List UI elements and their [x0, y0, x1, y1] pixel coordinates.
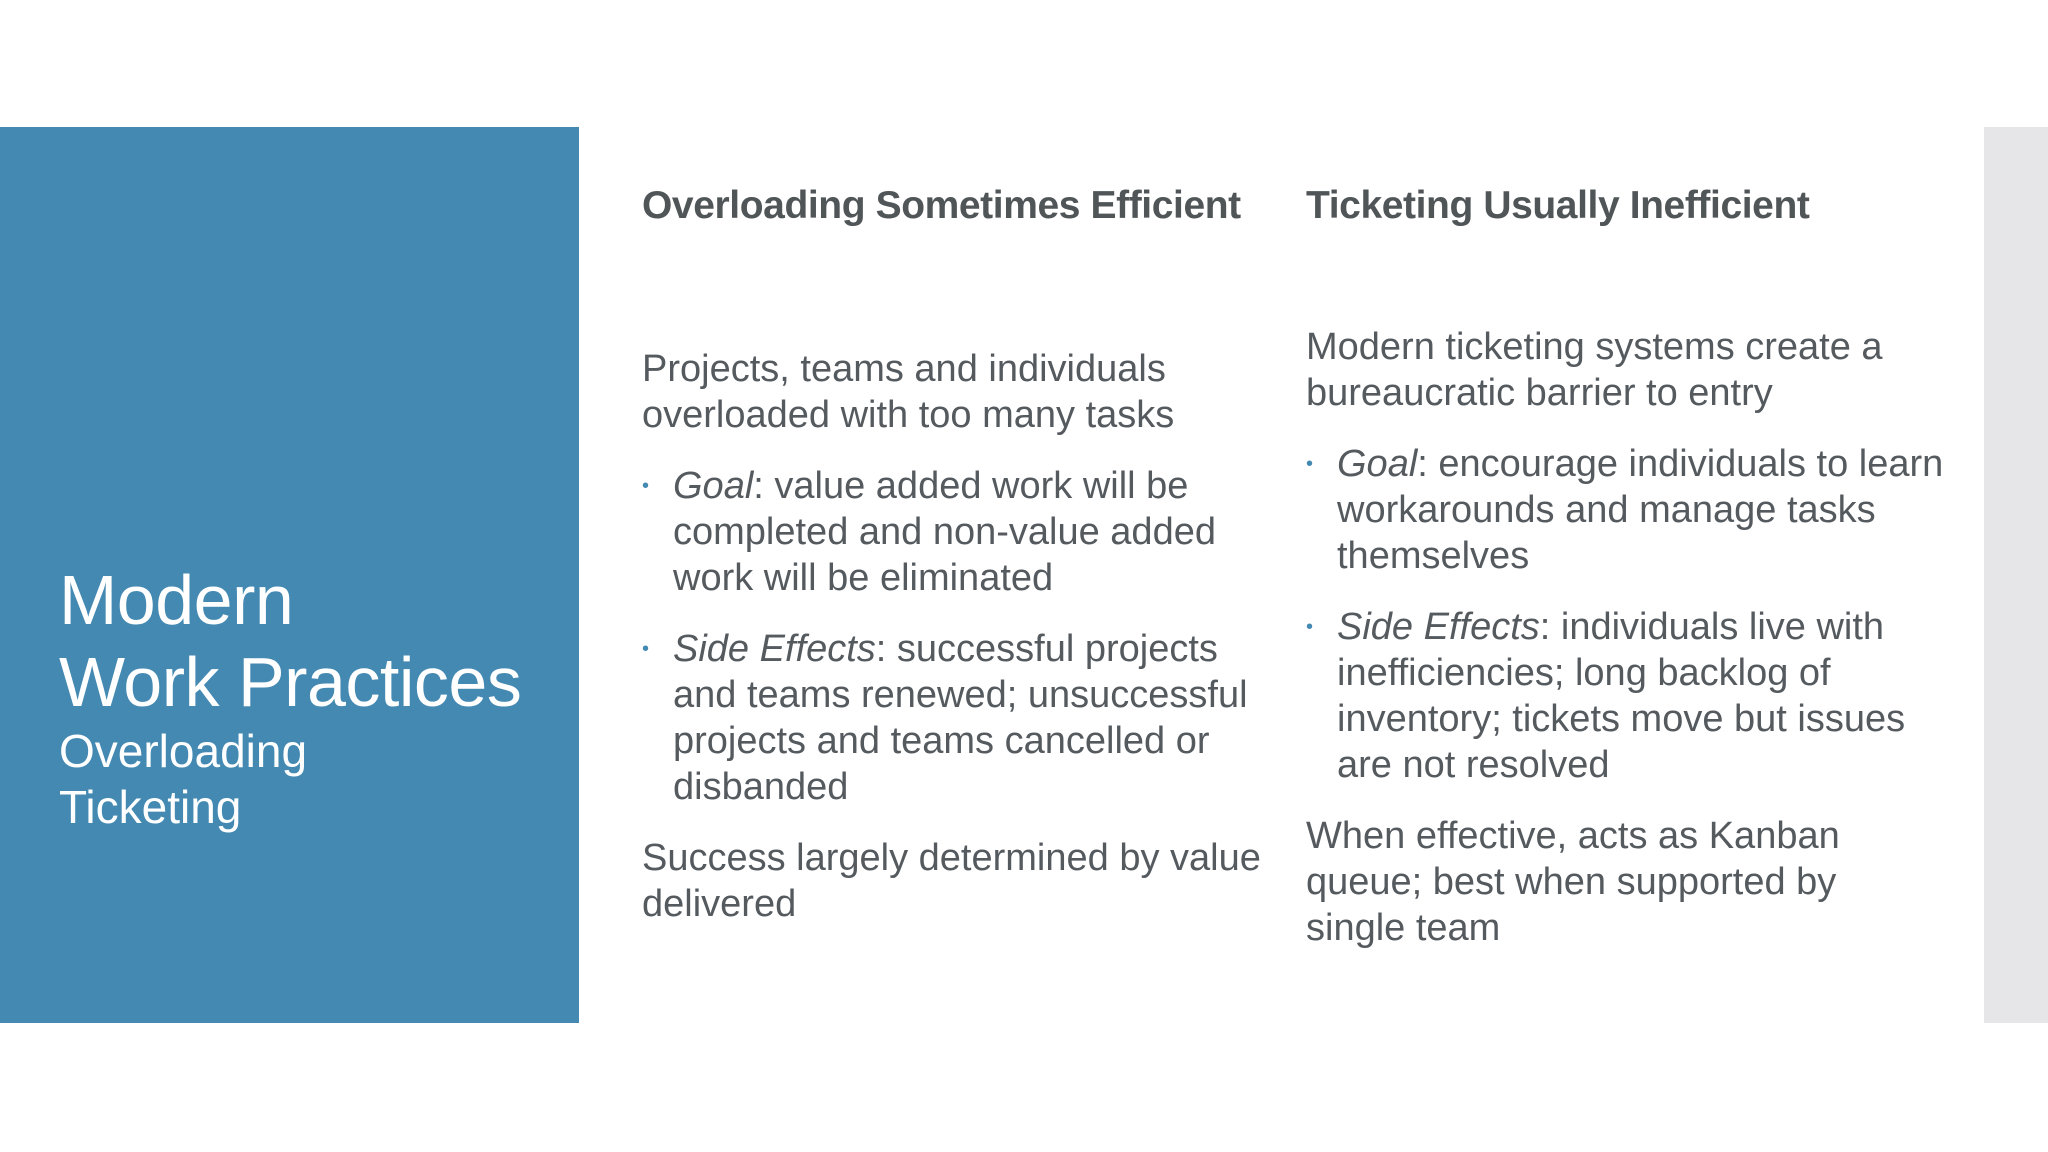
- bullet-dot-icon: •: [1306, 616, 1314, 638]
- left-column: [642, 180, 1277, 925]
- title-block: [59, 559, 521, 835]
- left-intro-paragraph: Projects, teams and individuals overloaded with too many tasks: [642, 348, 1175, 436]
- bullet-text: : encourage individuals to learn workarounds and manage tasks themselves: [1337, 443, 1944, 577]
- slide-subtitle-line-1: Overloading: [59, 725, 308, 777]
- left-column-heading: Overloading Sometimes Efficient: [642, 184, 1241, 227]
- right-bullet-side-effects: [1306, 604, 1946, 788]
- left-bullet-goal: [642, 463, 1277, 601]
- right-column-body: [1306, 324, 1946, 976]
- bullet-text: : individuals live with inefficiencies; long backlog of inventory; tickets move but issues are not resolved: [1337, 606, 1906, 786]
- slide-title-line-2: Work Practices: [59, 643, 522, 721]
- bullet-label: Side Effects: [673, 628, 876, 670]
- bullet-label: Goal: [1337, 443, 1418, 485]
- slide-title-line-1: Modern: [59, 561, 294, 639]
- bullet-label: Goal: [673, 465, 754, 507]
- right-column: [1306, 180, 1946, 949]
- slide-subtitle-line-2: Ticketing: [59, 781, 242, 833]
- right-bullet-goal: [1306, 441, 1946, 579]
- right-intro-paragraph: Modern ticketing systems create a bureaucratic barrier to entry: [1306, 326, 1883, 414]
- right-edge-strip: [1984, 127, 2048, 1023]
- left-bullet-side-effects: [642, 626, 1277, 810]
- left-column-body: [642, 346, 1277, 952]
- left-outro-paragraph: Success largely determined by value delivered: [642, 837, 1261, 925]
- bullet-label: Side Effects: [1337, 606, 1540, 648]
- bullet-text: : successful projects and teams renewed; unsuccessful projects and teams cancelled or disbanded: [673, 628, 1248, 808]
- bullet-dot-icon: •: [642, 475, 650, 497]
- bullet-dot-icon: •: [642, 638, 650, 660]
- bullet-text: : value added work will be completed and non-value added work will be eliminated: [673, 465, 1216, 599]
- right-column-heading: Ticketing Usually Inefficient: [1306, 184, 1810, 227]
- right-outro-paragraph: When effective, acts as Kanban queue; best when supported by single team: [1306, 815, 1840, 949]
- bullet-dot-icon: •: [1306, 453, 1314, 475]
- title-panel: [0, 127, 579, 1023]
